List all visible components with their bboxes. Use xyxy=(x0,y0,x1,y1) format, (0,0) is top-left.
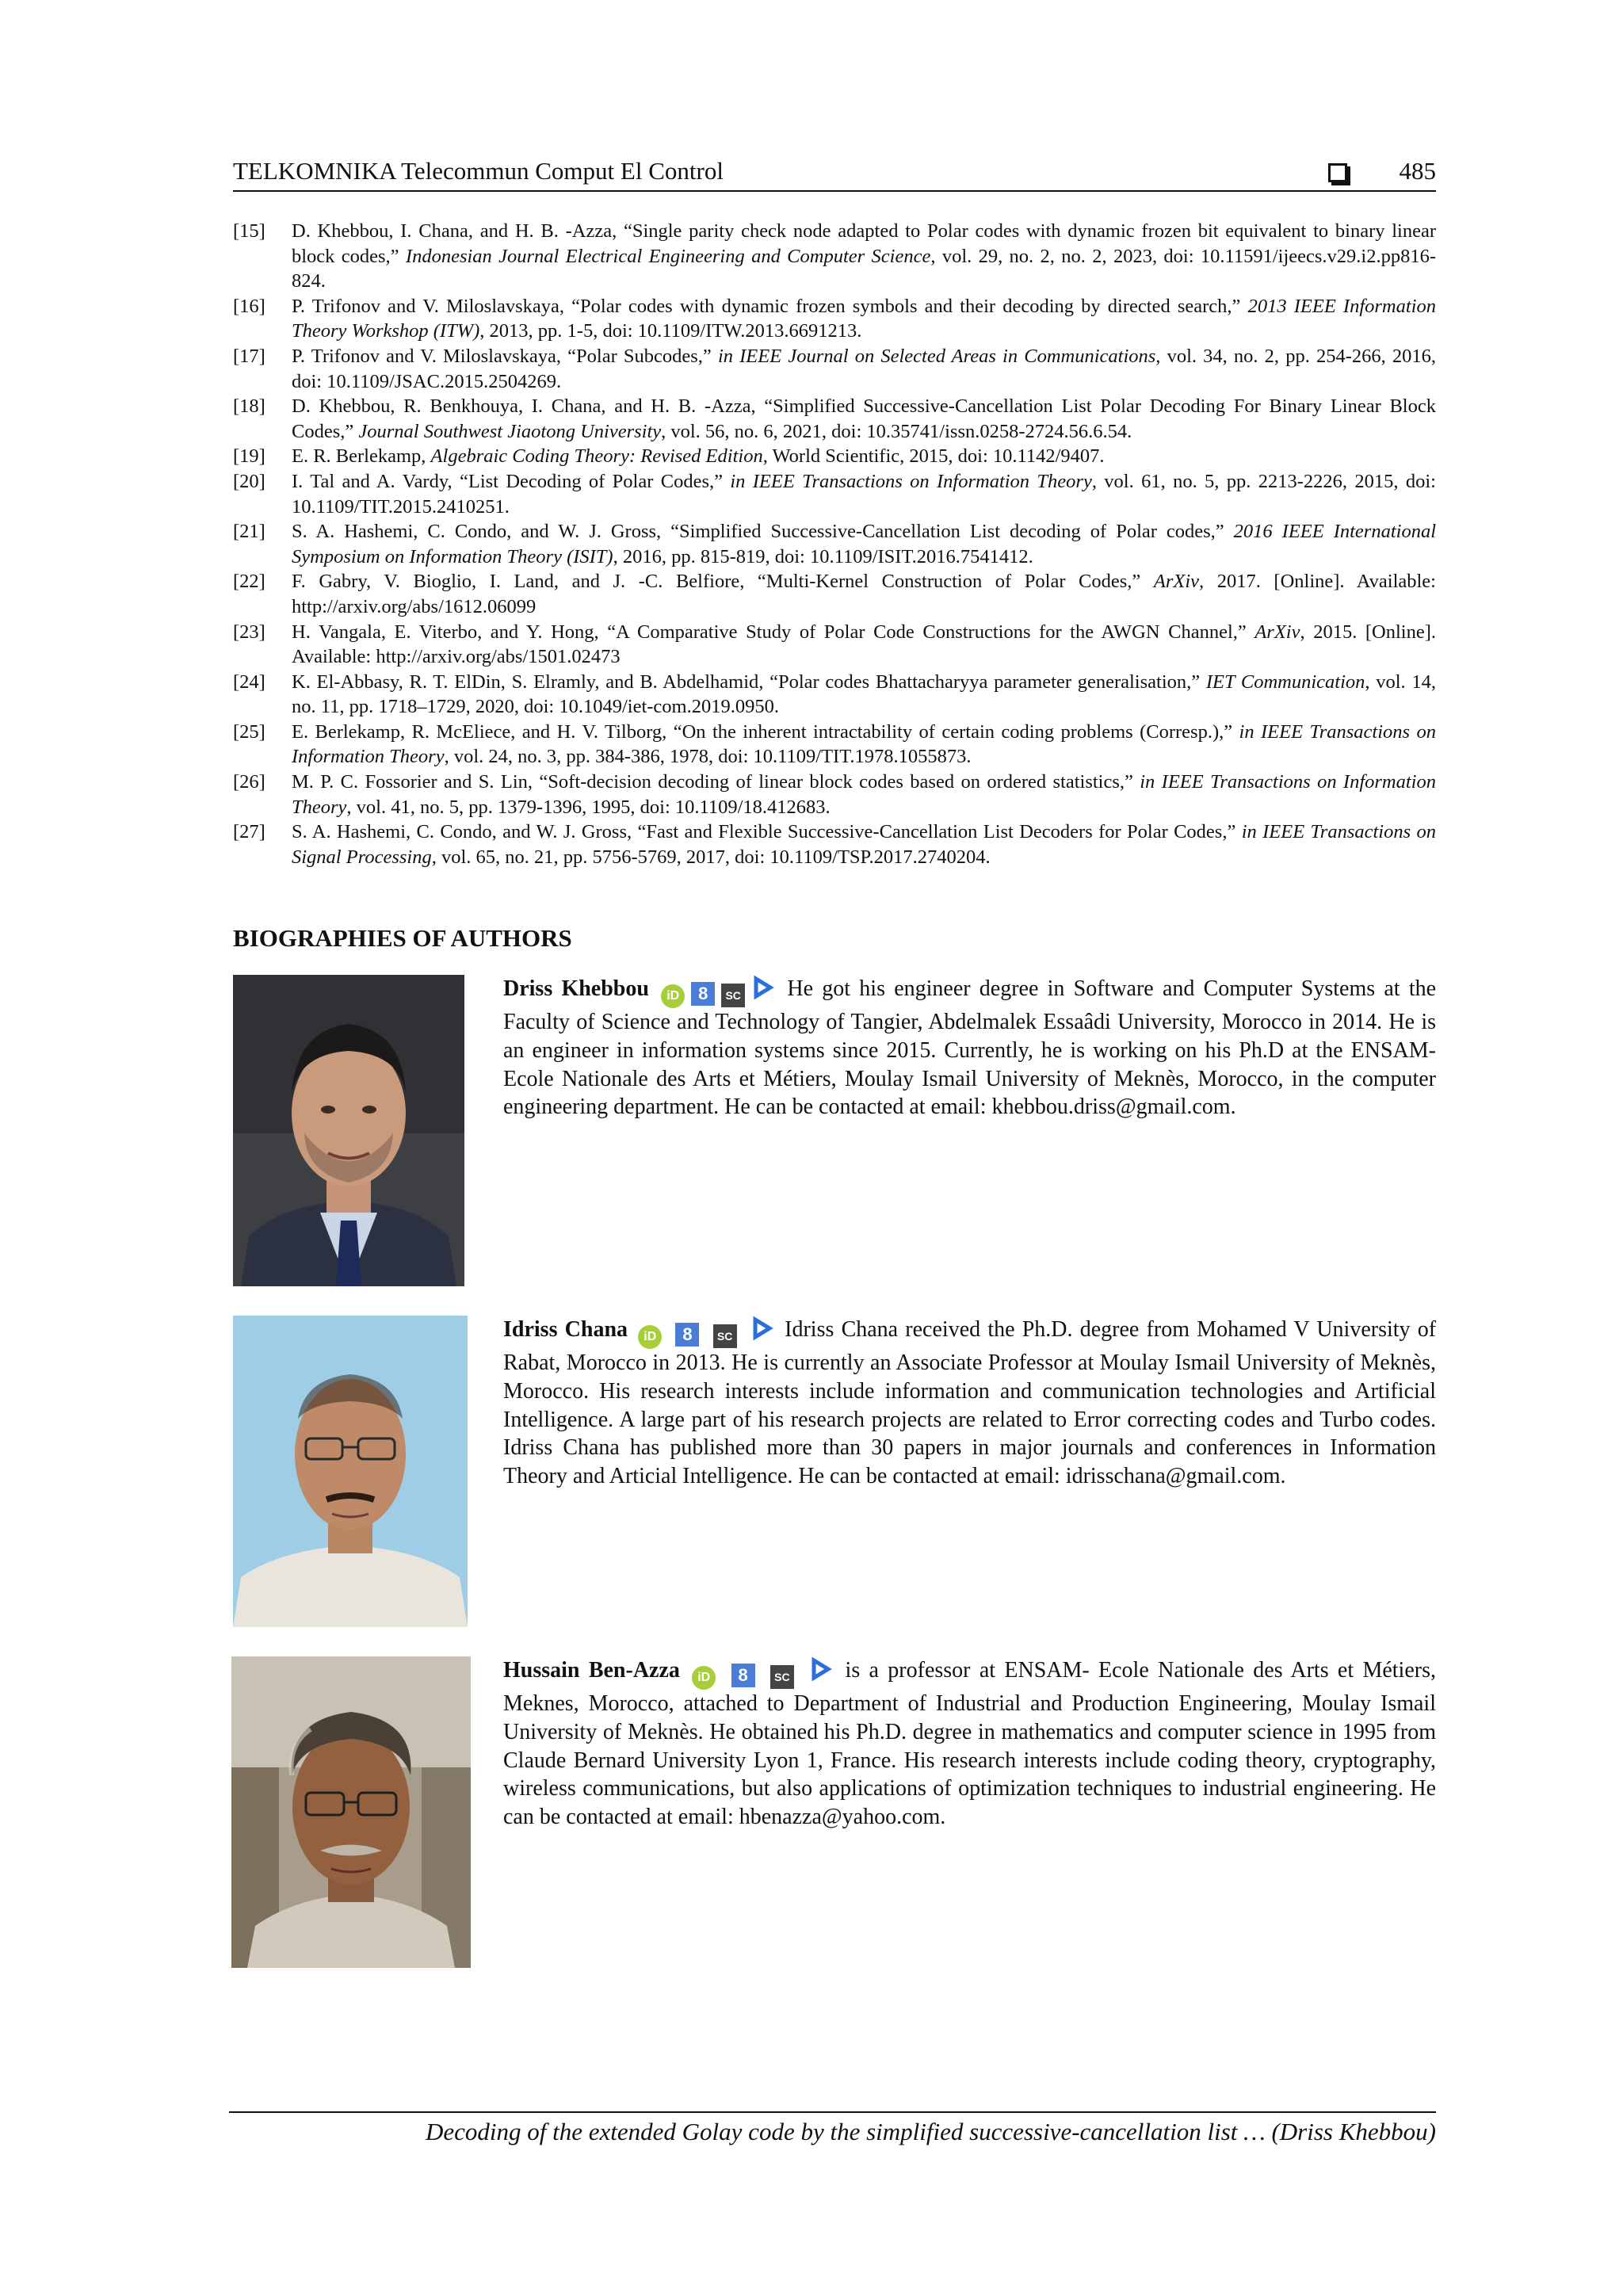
author-name: Driss Khebbou xyxy=(503,976,649,1001)
reference-item xyxy=(233,670,1436,720)
reference-item xyxy=(233,720,1436,770)
author-bio xyxy=(233,1656,1436,1969)
publons-icon[interactable] xyxy=(809,1657,833,1681)
reference-text: , 2017. [Online]. Available: http://arxiv.org/abs/1612.06099 xyxy=(292,571,1436,617)
reference-text: , vol. 24, no. 3, pp. 384-386, 1978, doi: 10.1109/TIT.1978.1055873. xyxy=(444,746,972,768)
reference-number: [25] xyxy=(233,720,265,743)
footer-rule xyxy=(229,2111,1436,2113)
reference-number: [18] xyxy=(233,395,265,418)
author-bio-body: Idriss Chana received the Ph.D. degree from Mohamed V University of Rabat, Morocco in 2013. He is currently an Associate Professor at Moulay Ismail University of Meknès, Morocco. His research interests include information and communication technologies and Artificial Intelligence. A large part of his research projects are related to Error correcting codes and Turbo codes. Idriss Chana has published more than 30 papers in major journals and conferences in Information Theory and Articial Intelligence. He can be contacted at email: idrisschana@gmail.com. xyxy=(503,1317,1437,1489)
publons-icon[interactable] xyxy=(751,976,775,999)
page-header xyxy=(233,155,1436,190)
reference-number: [16] xyxy=(233,295,265,317)
reference-text: F. Gabry, V. Bioglio, I. Land, and J. -C. Belfiore, “Multi-Kernel Construction of Polar Codes,” xyxy=(292,571,1154,593)
reference-item xyxy=(233,519,1436,569)
reference-text: , 2015. [Online]. Available: http://arxiv.org/abs/1501.02473 xyxy=(292,621,1437,668)
reference-number: [22] xyxy=(233,571,265,593)
reference-text: E. R. Berlekamp, xyxy=(292,445,431,468)
reference-text: D. Khebbou, R. Benkhouya, I. Chana, and H. B. -Azza, “Simplified Successive-Cancellation List Polar Decoding For Binary Linear Block Codes,” xyxy=(292,395,1436,442)
reference-text: , World Scientific, 2015, doi: 10.1142/9407. xyxy=(762,445,1105,468)
reference-venue: ArXiv xyxy=(1254,621,1300,643)
scopus-icon[interactable]: SC xyxy=(770,1665,794,1689)
author-photo xyxy=(231,1656,471,1968)
orcid-icon[interactable]: iD xyxy=(692,1666,716,1690)
page-number: 485 xyxy=(1399,157,1436,185)
reference-number: [27] xyxy=(233,821,265,843)
page-footer: Decoding of the extended Golay code by the simplified successive-cancellation list … (Driss Khebbou) xyxy=(426,2118,1436,2145)
reference-text: , vol. 14, no. 11, pp. 1718–1729, 2020, doi: 10.1049/iet-com.2019.0950. xyxy=(292,670,1436,718)
reference-text: H. Vangala, E. Viterbo, and Y. Hong, “A Comparative Study of Polar Code Constructions for the AWGN Channel,” xyxy=(292,621,1255,643)
reference-item xyxy=(233,569,1436,619)
author-bio-body: He got his engineer degree in Software and Computer Systems at the Faculty of Science and Technology of Tangier, Abdelmalek Essaâdi University, Morocco in 2014. He is an engineer in information systems since 2015. Currently, he is working on his Ph.D at the ENSAM- Ecole Nationale des Arts et Métiers, Moulay Ismail University of Meknès, Morocco, in the computer engineering department. He can be contacted at email: khebbou.driss@gmail.com. xyxy=(503,976,1437,1120)
author-bio-text xyxy=(503,975,1436,1121)
reference-venue: IET Communication xyxy=(1205,670,1365,693)
author-name: Hussain Ben-Azza xyxy=(503,1658,680,1683)
reference-number: [21] xyxy=(233,521,265,543)
reference-text: , vol. 61, no. 5, pp. 2213-2226, 2015, doi: 10.1109/TIT.2015.2410251. xyxy=(292,470,1436,518)
reference-number: [24] xyxy=(233,670,265,693)
reference-venue: Indonesian Journal Electrical Engineering and Computer Science xyxy=(405,245,931,267)
reference-venue: in IEEE Transactions on Information Theory xyxy=(292,771,1436,818)
reference-venue: in IEEE Transactions on Information Theory xyxy=(730,470,1092,492)
reference-text: P. Trifonov and V. Miloslavskaya, “Polar Subcodes,” xyxy=(292,345,718,367)
reference-item xyxy=(233,469,1436,519)
reference-text: , vol. 65, no. 21, pp. 5756-5769, 2017, doi: 10.1109/TSP.2017.2740204. xyxy=(431,846,991,868)
reference-text: , vol. 56, no. 6, 2021, doi: 10.35741/issn.0258-2724.56.6.54. xyxy=(661,420,1132,442)
google-scholar-icon[interactable]: 8 xyxy=(675,1323,699,1347)
reference-venue: in IEEE Transactions on Information Theory xyxy=(292,720,1436,768)
reference-item xyxy=(233,219,1436,294)
reference-venue: 2013 IEEE Information Theory Workshop (ITW) xyxy=(292,295,1436,342)
reference-text: D. Khebbou, I. Chana, and H. B. -Azza, “Single parity check node adapted to Polar codes with dynamic frozen bit equivalent to binary linear block codes,” xyxy=(292,220,1436,267)
author-name: Idriss Chana xyxy=(503,1317,628,1342)
reference-text: E. Berlekamp, R. McEliece, and H. V. Tilborg, “On the inherent intractability of certain coding problems (Corresp.),” xyxy=(292,720,1239,743)
orcid-icon[interactable]: iD xyxy=(661,984,685,1008)
orcid-icon[interactable]: iD xyxy=(638,1325,662,1349)
reference-number: [26] xyxy=(233,771,265,793)
reference-text: S. A. Hashemi, C. Condo, and W. J. Gross, “Fast and Flexible Successive-Cancellation List Decoders for Polar Codes,” xyxy=(292,821,1242,843)
reference-item xyxy=(233,294,1436,344)
scopus-icon[interactable]: SC xyxy=(721,984,745,1007)
reference-venue: 2016 IEEE International Symposium on Information Theory (ISIT) xyxy=(292,521,1436,567)
reference-item xyxy=(233,770,1436,819)
reference-item xyxy=(233,444,1436,469)
reference-text: P. Trifonov and V. Miloslavskaya, “Polar codes with dynamic frozen symbols and their decoding by directed search,” xyxy=(292,295,1248,317)
reference-venue: Algebraic Coding Theory: Revised Edition xyxy=(430,445,763,468)
author-photo xyxy=(233,1316,468,1627)
journal-title: TELKOMNIKA Telecommun Comput El Control xyxy=(233,157,724,185)
reference-text: , vol. 29, no. 2, no. 2, 2023, doi: 10.11591/ijeecs.v29.i2.pp816-824. xyxy=(292,245,1437,292)
publons-icon[interactable] xyxy=(750,1316,774,1340)
reference-text: , vol. 34, no. 2, pp. 254-266, 2016, doi: 10.1109/JSAC.2015.2504269. xyxy=(292,345,1437,392)
reference-text: K. El-Abbasy, R. T. ElDin, S. Elramly, and B. Abdelhamid, “Polar codes Bhattacharyya parameter generalisation,” xyxy=(292,670,1206,693)
scopus-icon[interactable]: SC xyxy=(713,1324,737,1348)
author-bio-text xyxy=(503,1656,1436,1832)
reference-list xyxy=(233,219,1436,869)
google-scholar-icon[interactable]: 8 xyxy=(731,1664,755,1687)
reference-number: [19] xyxy=(233,445,265,468)
author-photo xyxy=(233,975,464,1286)
reference-item xyxy=(233,819,1436,869)
reference-venue: ArXiv xyxy=(1153,571,1200,593)
reference-item xyxy=(233,620,1436,670)
google-scholar-icon[interactable]: 8 xyxy=(691,982,715,1006)
section-heading: BIOGRAPHIES OF AUTHORS xyxy=(233,924,572,952)
reference-number: [20] xyxy=(233,470,265,492)
reference-text: I. Tal and A. Vardy, “List Decoding of Polar Codes,” xyxy=(292,470,731,492)
reference-text: S. A. Hashemi, C. Condo, and W. J. Gross, “Simplified Successive-Cancellation List decoding of Polar codes,” xyxy=(292,521,1234,543)
author-bio xyxy=(233,975,1436,1288)
header-rule xyxy=(233,190,1436,192)
author-bio-body: is a professor at ENSAM- Ecole Nationale des Arts et Métiers, Meknes, Morocco, attached to Department of Industrial and Production Engineering, Moulay Ismail University of Meknès. He obtained his Ph.D. degree in mathematics and computer science in 1995 from Claude Bernard University Lyon 1, France. His research interests include coding theory, cryptography, wireless communications, but also applications of optimization techniques to industrial engineering. He can be contacted at email: hbenazza@yahoo.com. xyxy=(503,1658,1436,1830)
reference-item xyxy=(233,394,1436,444)
reference-venue: in IEEE Transactions on Signal Processing xyxy=(292,821,1437,868)
reference-text: , 2016, pp. 815-819, doi: 10.1109/ISIT.2016.7541412. xyxy=(613,545,1033,567)
reference-text: , 2013, pp. 1-5, doi: 10.1109/ITW.2013.6691213. xyxy=(479,320,862,342)
reference-number: [15] xyxy=(233,220,265,242)
reference-text: , vol. 41, no. 5, pp. 1379-1396, 1995, doi: 10.1109/18.412683. xyxy=(346,796,831,818)
author-bio-text xyxy=(503,1316,1436,1491)
reference-venue: in IEEE Journal on Selected Areas in Communications xyxy=(717,345,1156,367)
reference-venue: Journal Southwest Jiaotong University xyxy=(358,420,662,442)
box-icon xyxy=(1328,163,1347,182)
reference-number: [23] xyxy=(233,621,265,643)
reference-item xyxy=(233,344,1436,394)
reference-text: M. P. C. Fossorier and S. Lin, “Soft-decision decoding of linear block codes based on ordered statistics,” xyxy=(292,771,1140,793)
reference-number: [17] xyxy=(233,345,265,367)
author-bio xyxy=(233,1316,1436,1629)
